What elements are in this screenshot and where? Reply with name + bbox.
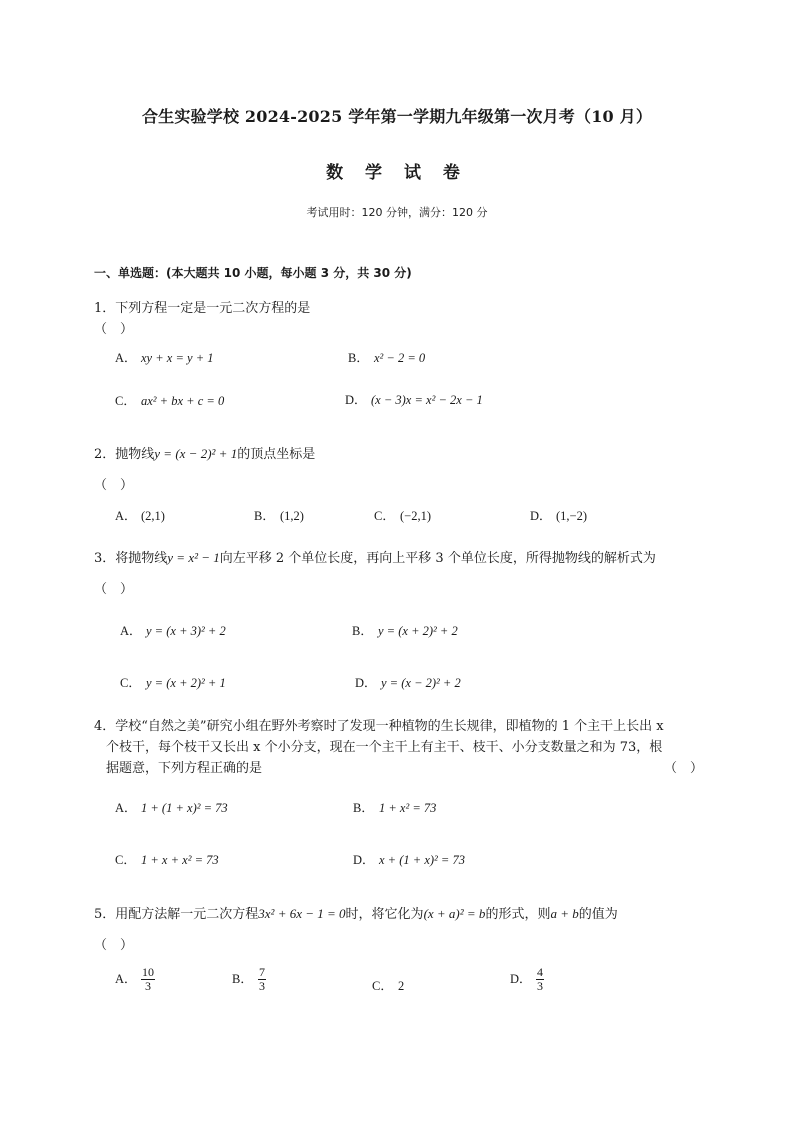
option-expr: 1 + x² = 73	[379, 801, 437, 815]
option-expr: (1,−2)	[556, 509, 587, 523]
denominator: 3	[145, 979, 151, 993]
numerator: 4	[537, 965, 543, 979]
question-3-option-d	[355, 673, 461, 691]
question-3-answer-paren: （ ）	[94, 582, 134, 597]
option-label: C．	[115, 394, 136, 408]
option-expr: y = (x + 3)² + 2	[146, 624, 226, 638]
question-4-option-d	[353, 850, 465, 868]
option-expr: xy + x = y + 1	[141, 351, 214, 365]
question-1-option-a	[115, 348, 214, 366]
option-label: C．	[120, 676, 141, 690]
fraction	[141, 966, 155, 993]
option-expr: y = (x + 2)² + 2	[378, 624, 458, 638]
stem-text: 时，将它化为	[345, 907, 424, 922]
question-1-answer-paren: （ ）	[94, 322, 134, 337]
option-label: A．	[115, 351, 137, 365]
option-label: A．	[115, 801, 137, 815]
option-expr: (x − 3)x = x² − 2x − 1	[371, 393, 483, 407]
question-3-option-a	[120, 621, 226, 639]
stem-text: 向左平移 2 个单位长度，再向上平移 3 个单位长度，所得抛物线的解析式为	[219, 551, 656, 566]
numerator: 10	[142, 965, 154, 979]
question-4-option-c	[115, 850, 219, 868]
option-label: D．	[530, 509, 552, 523]
denominator: 3	[259, 979, 265, 993]
option-label: A．	[115, 509, 137, 523]
stem-text: 的顶点坐标是	[237, 447, 316, 462]
stem-text: 3．将抛物线	[94, 551, 168, 566]
option-expr: (2,1)	[141, 509, 165, 523]
question-5-option-b	[232, 966, 266, 993]
question-4-option-b	[353, 798, 436, 816]
question-4-answer-paren: （ ）	[664, 761, 704, 776]
option-expr: (−2,1)	[400, 509, 431, 523]
question-1-stem: 1．下列方程一定是一元二次方程的是	[94, 301, 311, 316]
question-3-stem	[94, 547, 656, 566]
question-2-stem	[94, 443, 315, 462]
option-label: A．	[120, 624, 142, 638]
question-2-option-c	[374, 506, 431, 524]
question-1-option-d	[345, 390, 483, 408]
question-4-stem-line3: 据题意，下列方程正确的是	[106, 761, 263, 776]
option-label: C．	[372, 979, 393, 993]
question-5-answer-paren: （ ）	[94, 938, 134, 953]
option-expr: 2	[398, 979, 405, 993]
question-3-option-c	[120, 673, 226, 691]
question-4-option-a	[115, 798, 228, 816]
option-label: B．	[254, 509, 275, 523]
question-4-stem-line2: 个枝干，每个枝干又长出 x 个小分支，现在一个主干上有主干、枝干、小分支数量之和为 73，根	[106, 740, 663, 755]
question-2-option-a	[115, 506, 165, 524]
stem-math: (x + a)² = b	[423, 906, 486, 921]
denominator: 3	[537, 979, 543, 993]
option-expr: x + (1 + x)² = 73	[379, 853, 465, 867]
option-expr: 1 + x + x² = 73	[141, 853, 219, 867]
fraction	[258, 966, 266, 993]
option-label: D．	[353, 853, 375, 867]
stem-text: 2．抛物线	[94, 447, 155, 462]
option-label: B．	[353, 801, 374, 815]
option-expr: y = (x − 2)² + 2	[381, 676, 461, 690]
option-label: C．	[115, 853, 136, 867]
section-heading: 一、单选题：(本大题共 10 小题，每小题 3 分，共 30 分)	[94, 266, 412, 280]
stem-text: 的值为	[578, 907, 618, 922]
question-5-option-a	[115, 966, 155, 993]
exam-subtitle: 数 学 试 卷	[326, 163, 468, 183]
question-3-option-b	[352, 621, 458, 639]
option-expr: ax² + bx + c = 0	[141, 394, 225, 408]
option-expr: x² − 2 = 0	[374, 351, 426, 365]
stem-math: a + b	[550, 906, 579, 921]
option-label: B．	[352, 624, 373, 638]
stem-math: y = x² − 1	[167, 550, 220, 565]
question-2-answer-paren: （ ）	[94, 478, 134, 493]
question-5-option-d	[510, 966, 544, 993]
question-1-option-c	[115, 391, 224, 409]
stem-math: y = (x − 2)² + 1	[154, 446, 238, 461]
stem-text: 5．用配方法解一元二次方程	[94, 907, 259, 922]
stem-math: 3x² + 6x − 1 = 0	[258, 906, 346, 921]
option-label: D．	[345, 393, 367, 407]
option-expr: (1,2)	[280, 509, 304, 523]
option-expr: y = (x + 2)² + 1	[146, 676, 226, 690]
option-label: B．	[232, 972, 253, 986]
question-2-option-d	[530, 506, 587, 524]
fraction	[536, 966, 544, 993]
question-5-option-c	[372, 976, 404, 994]
question-2-option-b	[254, 506, 304, 524]
stem-text: 的形式，则	[485, 907, 551, 922]
option-expr: 1 + (1 + x)² = 73	[141, 801, 228, 815]
exam-info: 考试用时：120 分钟，满分：120 分	[306, 206, 488, 219]
question-1-option-b	[348, 348, 425, 366]
question-5-stem	[94, 903, 618, 922]
exam-title: 合生实验学校 2024-2025 学年第一学期九年级第一次月考（10 月）	[141, 107, 653, 126]
question-4-stem-line1: 4．学校“自然之美”研究小组在野外考察时了发现一种植物的生长规律，即植物的 1 个主干上长出 x	[94, 719, 664, 734]
option-label: B．	[348, 351, 369, 365]
option-label: D．	[355, 676, 377, 690]
option-label: D．	[510, 972, 532, 986]
option-label: C．	[374, 509, 395, 523]
option-label: A．	[115, 972, 137, 986]
numerator: 7	[259, 965, 265, 979]
